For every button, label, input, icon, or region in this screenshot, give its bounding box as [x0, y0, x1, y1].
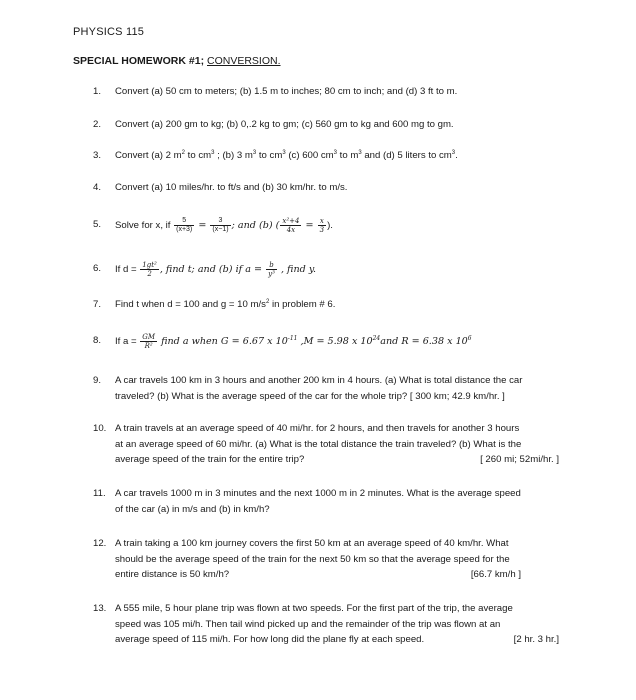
problem-text — [115, 261, 573, 278]
text-part: ,M = 5.98 x 10 — [297, 336, 373, 348]
numerator: x²+4 — [282, 217, 300, 225]
denominator: R² — [144, 342, 153, 350]
answer-text: [ 300 km; 42.9 km/hr. ] — [409, 390, 505, 402]
problem-text: Convert (a) 10 miles/hr. to ft/s and (b) 30 km/hr. to m/s. — [115, 182, 348, 193]
title-underlined: CONVERSION. — [207, 55, 281, 67]
text-line: of the car (a) in m/s and (b) in km/h? — [115, 503, 270, 515]
fraction — [280, 217, 301, 234]
answer-text: [66.7 km/h ] — [470, 569, 521, 580]
text-part: to cm — [185, 150, 212, 161]
exponent: 3 — [282, 150, 286, 156]
problem-number: 11. — [93, 488, 106, 499]
denominator: (x+3) — [176, 226, 193, 233]
problem-text — [115, 297, 573, 313]
text-part: in problem # 6. — [269, 299, 336, 310]
text-part: ; and (b) ( — [231, 220, 280, 232]
exponent: 6 — [467, 335, 472, 343]
problem-number: 10. — [93, 423, 107, 434]
problem-number: 2. — [93, 119, 102, 130]
text-part: Convert (a) 2 m — [115, 150, 182, 161]
text-line — [115, 567, 573, 583]
text-part: average speed of 115 mi/h. For how long did the plane fly at each speed. — [115, 634, 425, 645]
exponent: -11 — [287, 335, 298, 343]
problem-number: 6. — [93, 263, 102, 274]
text-line — [115, 632, 573, 648]
numerator: 3 — [210, 217, 230, 226]
exponent: 3 — [252, 150, 257, 156]
problem-text — [115, 373, 573, 404]
fraction — [140, 333, 157, 350]
exponent: 2 — [265, 299, 270, 305]
text-part: , find t; and (b) if a = — [159, 264, 266, 276]
fraction — [318, 217, 326, 234]
exponent: 3 — [333, 150, 337, 156]
page-title — [73, 55, 281, 67]
problem-text — [115, 486, 573, 517]
text-part: = — [195, 220, 210, 232]
problem-number: 8. — [93, 335, 102, 346]
text-part: to cm — [256, 150, 283, 161]
text-part: ; (b) 3 m — [214, 150, 253, 161]
text-part: and (d) 5 liters to cm — [361, 150, 452, 161]
denominator: 3 — [319, 226, 325, 234]
text-part: Find t when d = 100 and g = 10 m/s — [115, 299, 266, 310]
problem-number: 3. — [93, 150, 102, 161]
denominator: y³ — [268, 270, 275, 278]
text-part: and R = 6.38 x 10 — [380, 336, 468, 348]
text-line — [115, 389, 573, 405]
exponent: 3 — [358, 150, 362, 156]
problem-number: 13. — [93, 603, 107, 614]
exponent: 3 — [451, 150, 456, 156]
numerator: b — [266, 261, 277, 270]
text-part: Solve for x, if — [115, 220, 174, 232]
problem-text — [115, 148, 573, 164]
problem-number: 7. — [93, 299, 102, 310]
text-line: A train taking a 100 km journey covers the first 50 km at an average speed of 40 km/hr. What — [115, 538, 509, 549]
text-line: at an average speed of 60 mi/hr. (a) What is the total distance the train traveled? (b) What is the — [115, 438, 522, 450]
denominator: (x−1) — [212, 226, 229, 233]
problem-text — [115, 421, 573, 468]
exponent: 2 — [181, 150, 185, 156]
text-part: If d = — [115, 264, 140, 276]
problem-text — [115, 217, 573, 234]
problem-number: 12. — [93, 538, 107, 549]
problem-text — [115, 536, 573, 583]
text-part: , find y. — [277, 264, 317, 276]
text-line: A 555 mile, 5 hour plane trip was flown at two speeds. For the first part of the trip, the average — [115, 603, 513, 614]
text-part: find a when G = 6.67 x 10 — [158, 336, 288, 348]
numerator: x — [318, 217, 326, 226]
text-part: = — [302, 220, 317, 232]
answer-text: [2 hr. 3 hr.] — [513, 634, 559, 645]
fraction — [140, 261, 159, 278]
denominator: 2 — [147, 270, 152, 278]
course-label: PHYSICS 115 — [73, 26, 145, 38]
text-line: A car travels 1000 m in 3 minutes and the next 1000 m in 2 minutes. What is the average speed — [115, 488, 521, 499]
problem-text — [115, 333, 573, 350]
text-part: to m — [337, 150, 359, 161]
text-part: (c) 600 cm — [285, 150, 334, 161]
text-part: traveled? (b) What is the average speed of the car for the whole trip? — [115, 390, 408, 402]
fraction — [174, 217, 194, 234]
denominator: 4x — [286, 226, 296, 234]
answer-text: [ 260 mi; 52mi/hr. ] — [480, 454, 559, 465]
text-part: If a = — [115, 336, 140, 348]
problem-number: 4. — [93, 182, 102, 193]
numerator: GM — [142, 333, 156, 341]
numerator: 1gt² — [142, 261, 157, 269]
problem-number: 5. — [93, 219, 102, 230]
text-part: ). — [327, 220, 333, 232]
problem-text: Convert (a) 200 gm to kg; (b) 0,.2 kg to gm; (c) 560 gm to kg and 600 mg to gm. — [115, 119, 454, 130]
text-line — [115, 452, 573, 468]
text-line: A train travels at an average speed of 40 mi/hr. for 2 hours, and then travels for another 3 hours — [115, 423, 520, 434]
exponent: 24 — [372, 335, 381, 343]
text-line: A car travels 100 km in 3 hours and another 200 km in 4 hours. (a) What is total distance the car — [115, 375, 523, 386]
exponent: 3 — [211, 150, 215, 156]
text-line: should be the average speed of the train for the next 50 km so that the average speed for the — [115, 553, 510, 565]
text-line: speed was 105 mi/h. Then tail wind picked up and the remainder of the trip was flown at an — [115, 618, 501, 630]
text-part: entire distance is 50 km/h? — [115, 569, 230, 580]
numerator: 5 — [174, 217, 194, 226]
title-prefix: SPECIAL HOMEWORK #1; — [73, 55, 207, 67]
text-part: average speed of the train for the entire trip? — [115, 454, 305, 465]
text-part: . — [455, 150, 458, 161]
problem-number: 9. — [93, 375, 102, 386]
fraction — [266, 261, 277, 278]
problem-text — [115, 601, 573, 648]
fraction — [210, 217, 230, 234]
problem-text: Convert (a) 50 cm to meters; (b) 1.5 m to inches; 80 cm to inch; and (d) 3 ft to m. — [115, 86, 458, 97]
problem-number: 1. — [93, 86, 102, 97]
